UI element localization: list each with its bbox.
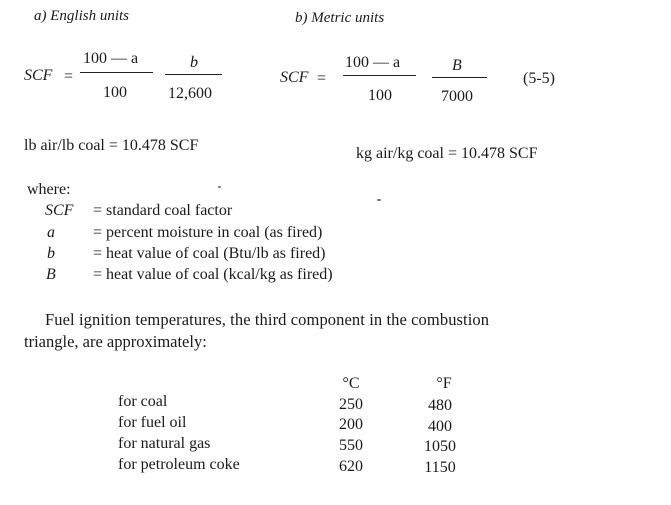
table-cell-celsius: 620 <box>339 458 363 475</box>
definition-text: = heat value of coal (kcal/kg as fired) <box>93 266 333 283</box>
paragraph-line-1: Fuel ignition temperatures, the third component in the combustion <box>45 310 490 329</box>
paragraph-line-2: triangle, are approximately: <box>24 332 207 351</box>
where-label: where: <box>27 181 71 198</box>
metric-formula-denominator-1: 100 <box>368 87 392 104</box>
english-formula-denominator-1: 100 <box>103 84 127 101</box>
table-header-fahrenheit: °F <box>436 375 452 392</box>
metric-formula-lhs: SCF <box>280 69 309 86</box>
definition-text: = standard coal factor <box>93 202 233 219</box>
english-formula-equals: = <box>64 68 74 85</box>
ratio-metric: kg air/kg coal = 10.478 SCF <box>356 145 538 162</box>
ratio-english: lb air/lb coal = 10.478 SCF <box>24 137 199 154</box>
table-row-label: for fuel oil <box>118 414 187 431</box>
heading-english-units: a) English units <box>34 8 130 24</box>
metric-formula-denominator-2: 7000 <box>441 88 473 105</box>
scan-speck <box>377 199 381 201</box>
table-cell-celsius: 250 <box>339 396 363 413</box>
equation-number: (5-5) <box>523 70 555 87</box>
definition-symbol: a <box>47 224 55 241</box>
table-cell-fahrenheit: 480 <box>428 397 452 414</box>
table-cell-celsius: 200 <box>339 416 363 433</box>
definition-symbol: B <box>46 266 56 283</box>
table-row-label: for coal <box>118 393 168 410</box>
table-cell-fahrenheit: 1150 <box>424 459 456 476</box>
english-formula-fraction-bar-1 <box>80 72 153 73</box>
table-row-label: for natural gas <box>118 435 211 452</box>
english-formula-lhs: SCF <box>24 67 53 84</box>
english-formula-fraction-bar-2 <box>165 74 222 75</box>
table-cell-fahrenheit: 400 <box>428 418 452 435</box>
table-cell-fahrenheit: 1050 <box>424 438 456 455</box>
english-formula-numerator-1: 100 — a <box>83 50 139 67</box>
heading-metric-units: b) Metric units <box>295 10 385 26</box>
metric-formula-fraction-bar-2 <box>432 77 487 78</box>
metric-formula-equals: = <box>317 70 327 87</box>
english-formula-numerator-2: b <box>190 54 198 71</box>
metric-formula-numerator-2: B <box>452 57 462 74</box>
table-header-celsius: °C <box>342 375 360 392</box>
table-row-label: for petroleum coke <box>118 456 240 473</box>
scan-speck <box>218 186 221 188</box>
definition-text: = percent moisture in coal (as fired) <box>93 224 323 241</box>
table-cell-celsius: 550 <box>339 437 363 454</box>
metric-formula-numerator-1: 100 — a <box>345 54 401 71</box>
metric-formula-fraction-bar-1 <box>343 75 416 76</box>
definition-symbol: b <box>47 245 55 262</box>
definition-symbol: SCF <box>45 202 74 219</box>
definition-text: = heat value of coal (Btu/lb as fired) <box>93 245 326 262</box>
english-formula-denominator-2: 12,600 <box>168 85 212 102</box>
